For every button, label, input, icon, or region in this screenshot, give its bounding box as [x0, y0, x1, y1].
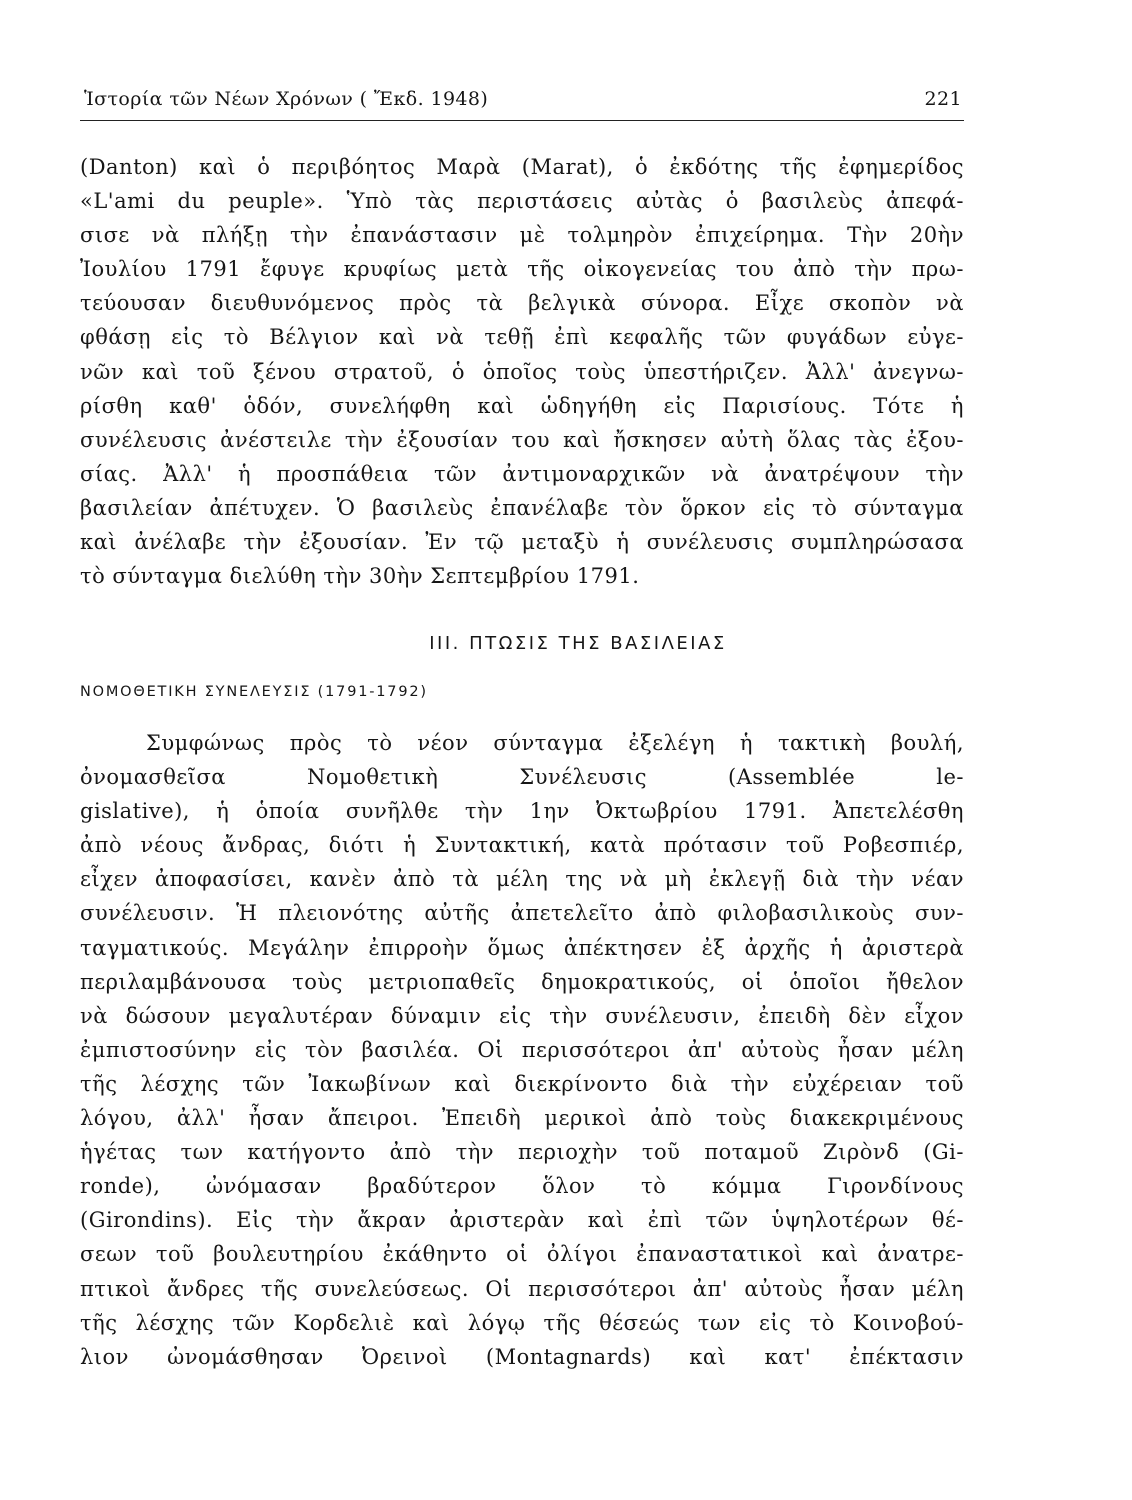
text-line: τὸ σύνταγμα διελύθη τὴν 30ὴν Σεπτεμβρίου 1791. [80, 564, 640, 589]
text-line: φθάσῃ εἰς τὸ Βέλγιον καὶ νὰ τεθῇ ἐπὶ κεφαλῆς τῶν φυγάδων εὐγε- [80, 325, 964, 350]
text-line: βασιλείαν ἀπέτυχεν. Ὁ βασιλεὺς ἐπανέλαβε τὸν ὅρκον εἰς τὸ σύνταγμα [80, 495, 964, 520]
text-line: περιλαμβάνουσα τοὺς μετριοπαθεῖς δημοκρατικούς, οἱ ὁποῖοι ἤθελον [80, 969, 964, 994]
text-line: συνέλευσιν. Ἡ πλειονότης αὐτῆς ἀπετελεῖτο ἀπὸ φιλοβασιλικοὺς συν- [80, 901, 964, 926]
text-line: (Girondins). Εἰς τὴν ἄκραν ἀριστερὰν καὶ ἐπὶ τῶν ὑψηλοτέρων θέ- [80, 1208, 964, 1233]
text-line: ἐμπιστοσύνην εἰς τὸν βασιλέα. Οἱ περισσότεροι ἀπ' αὐτοὺς ἦσαν μέλη [80, 1037, 964, 1062]
text-line: εἶχεν ἀποφασίσει, κανὲν ἀπὸ τὰ μέλη της νὰ μὴ ἐκλεγῇ διὰ τὴν νέαν [80, 867, 964, 892]
running-title: Ἱστορία τῶν Νέων Χρόνων ( Ἔκδ. 1948) [84, 88, 489, 110]
text-line: Συμφώνως πρὸς τὸ νέον σύνταγμα ἐξελέγη ἡ τακτικὴ βουλή, [146, 731, 964, 755]
text-line: λόγου, ἀλλ' ἦσαν ἄπειροι. Ἐπειδὴ μερικοὶ ἀπὸ τοὺς διακεκριμένους [80, 1106, 964, 1131]
text-line: ὀνομασθεῖσα Νομοθετικὴ Συνέλευσις (Assemblée le- [80, 765, 964, 790]
text-line: (Danton) καὶ ὁ περιβόητος Μαρὰ (Marat), ὁ ἐκδότης τῆς ἐφημερίδος [80, 155, 964, 179]
text-line: τεύουσαν διευθυνόμενος πρὸς τὰ βελγικὰ σύνορα. Εἶχε σκοπὸν νὰ [80, 291, 964, 316]
text-line: νὰ δώσουν μεγαλυτέραν δύναμιν εἰς τὴν συνέλευσιν, ἐπειδὴ δὲν εἶχον [80, 1003, 964, 1028]
text-line: ἡγέτας των κατήγοντο ἀπὸ τὴν περιοχὴν τοῦ ποταμοῦ Ζιρὸνδ (Gi- [80, 1140, 964, 1165]
text-line: νῶν καὶ τοῦ ξένου στρατοῦ, ὁ ὁποῖος τοὺς ὑπεστήριζεν. Ἀλλ' ἀνεγνω- [80, 359, 964, 384]
text-line: πτικοὶ ἄνδρες τῆς συνελεύσεως. Οἱ περισσότεροι ἀπ' αὐτοὺς ἦσαν μέλη [80, 1276, 964, 1301]
running-header [80, 84, 964, 121]
text-line: σισε νὰ πλήξῃ τὴν ἐπανάστασιν μὲ τολμηρὸν ἐπιχείρημα. Τὴν 20ὴν [80, 223, 964, 248]
text-line: «L'ami du peuple». Ὑπὸ τὰς περιστάσεις αὐτὰς ὁ βασιλεὺς ἀπεφά- [80, 189, 964, 214]
text-line: καὶ ἀνέλαβε τὴν ἐξουσίαν. Ἐν τῷ μεταξὺ ἡ συνέλευσις συμπληρώσασα [80, 530, 964, 555]
text-line: ταγματικούς. Μεγάλην ἐπιρροὴν ὅμως ἀπέκτησεν ἐξ ἀρχῆς ἡ ἀριστερὰ [80, 935, 964, 960]
text-line: ρίσθη καθ' ὁδόν, συνελήφθη καὶ ὡδηγήθη εἰς Παρισίους. Τότε ἡ [80, 393, 964, 418]
text-line: συνέλευσις ἀνέστειλε τὴν ἐξουσίαν του καὶ ἤσκησεν αὐτὴ ὅλας τὰς ἐξου- [80, 427, 964, 452]
text-line: gislative), ἡ ὁποία συνῆλθε τὴν 1ην Ὀκτωβρίου 1791. Ἀπετελέσθη [80, 799, 964, 824]
section-heading: III. ΠΤΩΣΙΣ ΤΗΣ ΒΑΣΙΛΕΙΑΣ [429, 633, 727, 654]
text-line: τῆς λέσχης τῶν Ἰακωβίνων καὶ διεκρίνοντο διὰ τὴν εὐχέρειαν τοῦ [80, 1071, 964, 1096]
page-number: 221 [924, 88, 962, 110]
text-line: Ἰουλίου 1791 ἔφυγε κρυφίως μετὰ τῆς οἰκογενείας του ἀπὸ τὴν πρω- [80, 257, 964, 282]
text-line: ronde), ὠνόμασαν βραδύτερον ὅλον τὸ κόμμα Γιρονδίνους [80, 1174, 964, 1199]
subsection-heading: ΝΟΜΟΘΕΤΙΚΗ ΣΥΝΕΛΕΥΣΙΣ (1791-1792) [80, 684, 428, 700]
text-line: λιον ὠνομάσθησαν Ὀρεινοὶ (Montagnards) καὶ κατ' ἐπέκτασιν [80, 1344, 964, 1369]
paragraph-1 [80, 150, 964, 593]
paragraph-2 [80, 726, 964, 1374]
text-line: σίας. Ἀλλ' ἡ προσπάθεια τῶν ἀντιμοναρχικῶν νὰ ἀνατρέψουν τὴν [80, 461, 964, 486]
text-line: σεων τοῦ βουλευτηρίου ἐκάθηντο οἱ ὀλίγοι ἐπαναστατικοὶ καὶ ἀνατρε- [80, 1242, 964, 1267]
text-line: ἀπὸ νέους ἄνδρας, διότι ἡ Συντακτική, κατὰ πρότασιν τοῦ Ροβεσπιέρ, [80, 833, 964, 858]
text-line: τῆς λέσχης τῶν Κορδελιὲ καὶ λόγῳ τῆς θέσεώς των εἰς τὸ Κοινοβού- [80, 1310, 964, 1335]
